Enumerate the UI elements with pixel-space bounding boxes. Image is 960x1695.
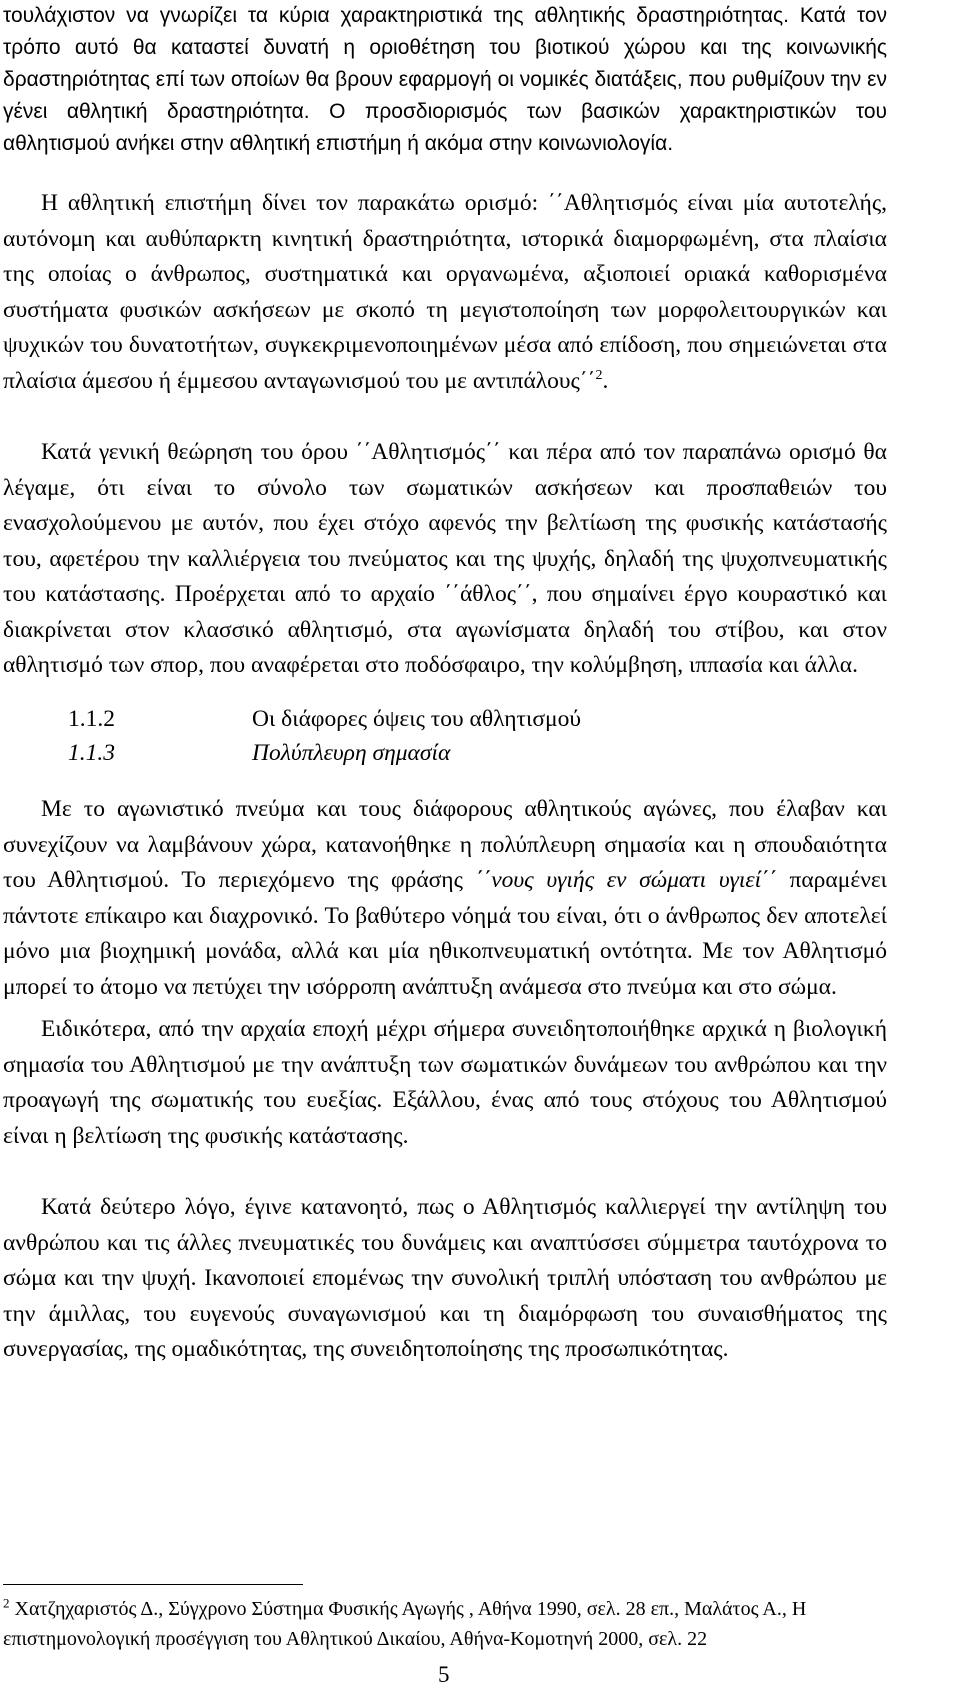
significance-text-b: παραμένει πάντοτε επίκαιρο και διαχρονικό. Το βαθύτερο νόημά του είναι, ότι ο άνθρωπος δεν αποτελεί μόνο μια βιοχημική μονάδα, αλλά και μία ηθικοπνευματική οντότητα. Με τον Αθλητισμό μπορεί το άτομο να πετύχει την ισόρροπη ανάπτυξη ανάμεσα στο πνεύμα και στο σώμα.	[3, 867, 888, 1000]
footnote-2	[3, 1594, 883, 1654]
paragraph-biological: Ειδικότερα, από την αρχαία εποχή μέχρι σήμερα συνειδητοποιήθηκε αρχικά η βιολογική σημασία του Αθλητισμού με την ανάπτυξη των σωματικών δυνάμεων του ανθρώπου και την προαγωγή της σωματικής του ευεξίας. Εξάλλου, ένας από τους στόχους του Αθλητισμού είναι η βελτίωση της φυσικής κατάστασης.	[3, 1016, 887, 1149]
definition-text: Η αθλητική επιστήμη δίνει τον παρακάτω ορισμό: ΄΄Αθλητισμός είναι μία αυτοτελής, αυτόνομη και αυθύπαρκτη κινητική δραστηριότητα, ιστορικά διαμορφωμένη, στα πλαίσια της οποίας ο άνθρωπος, συστηματικά και οργανωμένα, αξιοποιεί οριακά καθορισμένα συστήματα φυσικών ασκήσεων με σκοπό τη μεγιστοποίηση των μορφολειτουργικών και ψυχικών του δυνατοτήτων, συγκεκριμενοποιημένων μέσα από επίδοση, που σημειώνεται στα πλαίσια άμεσου ή έμμεσου ανταγωνισμού του με αντιπάλους΄΄	[3, 190, 887, 394]
significance-text-a: Με το αγωνιστικό πνεύμα και τους διάφορους αθλητικούς αγώνες, που έλαβαν και συνεχίζουν να λαμβάνουν χώρα, κατανοήθηκε η πολύπλευρη σημασία και η σπουδαιότητα του Αθλητισμού. Το περιεχόμενο της φράσης	[3, 796, 887, 893]
definition-end: .	[602, 367, 609, 394]
paragraph-general-view: Κατά γενική θεώρηση του όρου ΄΄Αθλητισμός΄΄ και πέρα από τον παραπάνω ορισμό θα λέγαμε, ότι είναι το σύνολο των σωματικών ασκήσεων και προσπαθειών του ενασχολούμενου με αυτόν, που έχει στόχο αφενός την βελτίωση της φυσικής κατάστασής του, αφετέρου την καλλιέργεια του πνεύματος και της ψυχής, δηλαδή της ψυχοπνευματικής του κατάστασης. Προέρχεται από το αρχαίο ΄΄άθλος΄΄, που σημαίνει έργο κουραστικό και διακρίνεται στον κλασσικό αθλητισμό, στα αγωνίσματα δηλαδή του στίβου, και στον αθλητισμό των σπορ, που αναφέρεται στο ποδόσφαιρο, την κολύμβηση, ιππασία και άλλα.	[3, 439, 887, 678]
footnote-text: Χατζηχαριστός Δ., Σύγχρονο Σύστημα Φυσικής Αγωγής , Αθήνα 1990, σελ. 28 επ., Μαλάτος Α., Η επιστημονολογική προσέγγιση του Αθλητικού Δικαίου, Αθήνα-Κομοτηνή 2000, σελ. 22	[3, 1598, 807, 1650]
paragraph-significance	[3, 792, 887, 1005]
section-title-aspects: Οι διάφορες όψεις του αθλητισμού	[252, 706, 581, 732]
paragraph-spiritual: Κατά δεύτερο λόγο, έγινε κατανοητό, πως ο Αθλητισμός καλλιεργεί την αντίληψη του ανθρώπου και τις άλλες πνευματικές του δυνάμεις και αναπτύσσει σύμμετρα ταυτόχρονα το σώμα και την ψυχή. Ικανοποιεί επομένως την συνολική τριπλή υπόσταση του ανθρώπου με την άμιλλας, του ευγενούς συναγωνισμού και τη διαμόρφωση του συναισθήματος της συνεργασίας, της ομαδικότητας, της συνειδητοποίησης της προσωπικότητας.	[3, 1194, 887, 1362]
paragraph-sport-characteristics: τουλάχιστον να γνωρίζει τα κύρια χαρακτηριστικά της αθλητικής δραστηριότητας. Κατά τον τρόπο αυτό θα καταστεί δυνατή η οριοθέτηση του βιοτικού χώρου και της κοινωνικής δραστηριότητας επί των οποίων θα βρουν εφαρμογή οι νομικές διατάξεις, που ρυθμίζουν την εν γένει αθλητική δραστηριότητα. Ο προσδιορισμός των βασικών χαρακτηριστικών του αθλητισμού ανήκει στην αθλητική επιστήμη ή ακόμα στην κοινωνιολογία.	[3, 4, 887, 155]
section-title-significance: Πολύπλευρη σημασία	[252, 740, 451, 766]
footnote-separator	[3, 1584, 303, 1585]
section-number-1-1-3: 1.1.3	[68, 740, 115, 766]
footnote-ref-2: 2	[595, 367, 603, 383]
motto-quote: ΄΄νους υγιής εν σώματι υγιεί΄΄	[475, 867, 777, 893]
footnote-marker: 2	[3, 1595, 10, 1611]
paragraph-sport-definition	[3, 186, 887, 399]
page-number: 5	[438, 1662, 450, 1687]
section-number-1-1-2: 1.1.2	[68, 706, 115, 732]
